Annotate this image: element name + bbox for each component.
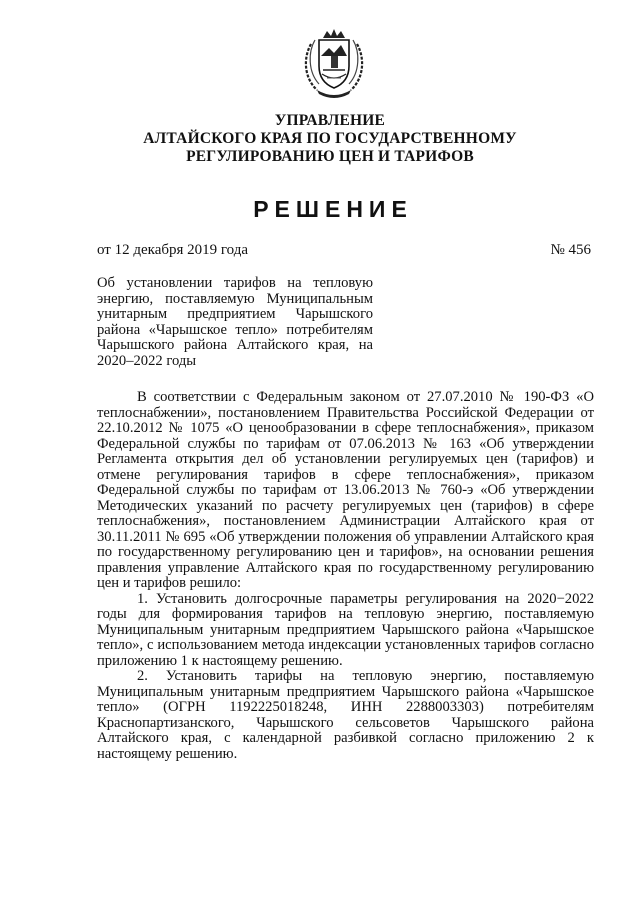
organization-name-line-3: РЕГУЛИРОВАНИЮ ЦЕН И ТАРИФОВ xyxy=(186,148,474,165)
document-number: № 456 xyxy=(550,242,591,258)
altai-krai-emblem-icon xyxy=(301,26,367,100)
document-body xyxy=(97,390,594,762)
decision-item-2: 2. Установить тарифы на тепловую энергию, поставляемую Муниципальным унитарным предприятием Чарышского района «Чарышское тепло» (ОГРН 1192225018248, ИНН 2288003303) потребителям Краснопартизанского, Чарышского сельсоветов Чарышского района Алтайского края, с календарной разбивкой согласно приложению 2 к настоящему решению. xyxy=(97,668,594,762)
organization-name-line-1: УПРАВЛЕНИЕ xyxy=(274,112,386,129)
document-subject: Об установлении тарифов на тепловую энергию, поставляемую Муниципальным унитарным предприятием Чарышского района «Чарышское тепло» потребителям Чарышского района Алтайского края, на 2020–2022 годы xyxy=(97,275,373,369)
organization-name-line-2: АЛТАЙСКОГО КРАЯ ПО ГОСУДАРСТВЕННОМУ xyxy=(143,130,517,147)
decision-item-1: 1. Установить долгосрочные параметры регулирования на 2020−2022 годы для формирования тарифов на тепловую энергию, поставляемую Муниципальным унитарным предприятием Чарышского района «Чарышское тепло», с использованием метода индексации установленных тарифов согласно приложению 1 к настоящему решению. xyxy=(97,590,594,669)
preamble-paragraph: В соответствии с Федеральным законом от 27.07.2010 № 190-ФЗ «О теплоснабжении», постановлением Правительства Российской Федерации от 22.10.2012 № 1075 «О ценообразовании в сфере теплоснабжения», приказом Федеральной службы по тарифам от 07.06.2013 № 163 «Об утверждении Регламента открытия дел об установлении регулируемых цен (тарифов) и отмене регулирования тарифов в сфере теплоснабжения», приказом Федеральной службы по тарифам от 13.06.2013 № 760-э «Об утверждении Методических указаний по расчету регулируемых цен (тарифов) в сфере теплоснабжения», постановлением Администрации Алтайского края от 30.11.2011 № 695 «Об утверждении положения об управлении Алтайского края по государственному регулированию цен и тарифов», на основании решения правления управление Алтайского края по государственному регулированию цен и тарифов решило: xyxy=(97,389,594,591)
document-title: РЕШЕНИЕ xyxy=(253,196,413,222)
document-date: от 12 декабря 2019 года xyxy=(97,242,249,258)
